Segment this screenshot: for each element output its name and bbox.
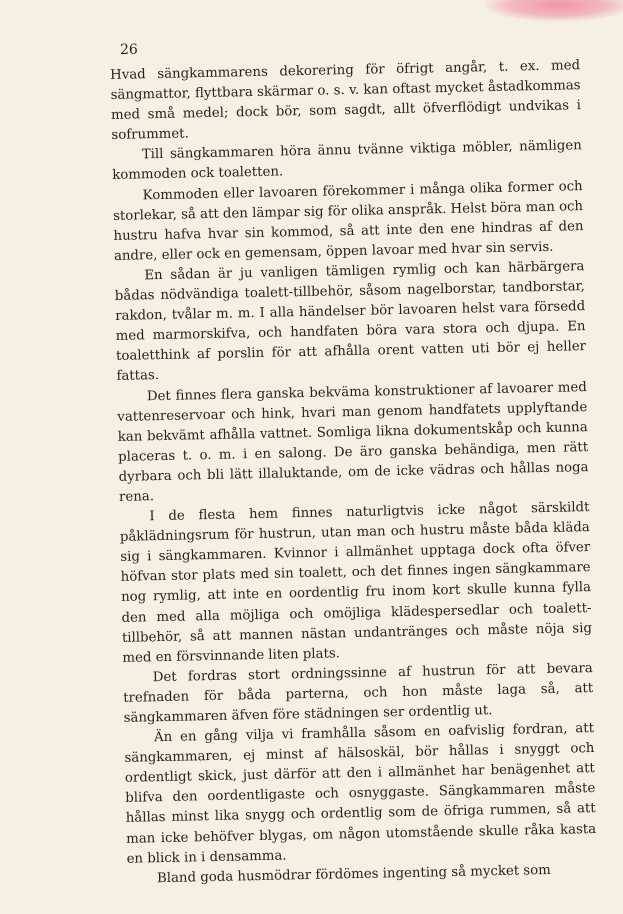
- paragraph-4: En sådan är ju vanligen tämligen rymlig och kan härbärgera bådas nödvändiga toalett-tillbehör, såsom nagelborstar, tandborstar, rakdon, tvålar m. m. I alla händelser bör lavoaren helst vara försedd med marmorskifva, och handfaten böra vara stora och djupa. En toaletthink af porslin för att afhålla orent vatten uti bör ej heller fattas.: [114, 259, 587, 385]
- paragraph-7: Det fordras stort ordningssinne af hustrun för att bevara trefnaden för båda parterna, och hon måste laga så, att sängkammaren äfven före städningen ser ordentlig ut.: [123, 660, 594, 726]
- paragraph-3: Kommoden eller lavoaren förekommer i många olika former och storlekar, så att den lämpar sig för olika anspråk. Helst böra man och hustru hafva hvar sin kommod, så att inte den ene hindras af den andre, eller ock en gemensam, öppen lavoar med hvar sin servis.: [112, 178, 584, 264]
- paragraph-6: I de flesta hem finnes naturligtvis icke något särskildt påklädningsrum för hustrun, utan man och hustru måste båda kläda sig i sängkammaren. Kvinnor i allmänhet upptaga dock ofta öfver höfvan stor plats med sin toalett, och det finnes ingen sängkammare nog rymlig, att inte en oordentlig fru inom kort skulle kunna fylla den med alla möjliga och omöjliga klädespersedlar och toalett-tillbehör, så att mannen nästan undantränges och måste nöja sig med en försvinnande liten plats.: [119, 500, 593, 666]
- body-text: [110, 56, 597, 890]
- paper-stain: [483, 0, 623, 22]
- paragraph-9: Bland goda husmödrar fördömes ingenting så mycket som: [156, 862, 551, 886]
- page-number: 26: [120, 42, 138, 58]
- paragraph-1: Hvad sängkammarens dekorering för öfrigt angår, t. ex. med sängmattor, flyttbara skärmar o. s. v. kan oftast mycket åstadkommas med små medel; dock bör, som sagdt, allt öfverflödigt undvikas i sofrummet.: [110, 58, 582, 144]
- paragraph-8: Än en gång vilja vi framhålla såsom en oafvislig fordran, att sängkammaren, ej minst af hälsoskäl, bör hållas i snyggt och ordentligt skick, just därför att den i allmänhet har benägenhet att blifva den oordentligaste och osnyggaste. Sängkammaren måste hållas minst lika snygg och ordentlig som de öfriga rummen, så att man icke behöfver blygas, om någon utomstående skulle råka kasta en blick in i densamma.: [124, 721, 597, 867]
- paragraph-2: Till sängkammaren höra ännu tvänne viktiga möbler, nämligen kommoden ock toaletten.: [112, 138, 582, 184]
- paragraph-5: Det finnes flera ganska bekväma konstruktioner af lavoarer med vattenreservoar och hink, hvari man genom handfatets upplyftande kan bekvämt afhålla vattnet. Somliga likna dokumentskåp och kunna placeras t. o. m. i en salong. De äro ganska behändiga, men rätt dyrbara och bli lätt illaluktande, om de icke vädras och hållas noga rena.: [117, 379, 589, 505]
